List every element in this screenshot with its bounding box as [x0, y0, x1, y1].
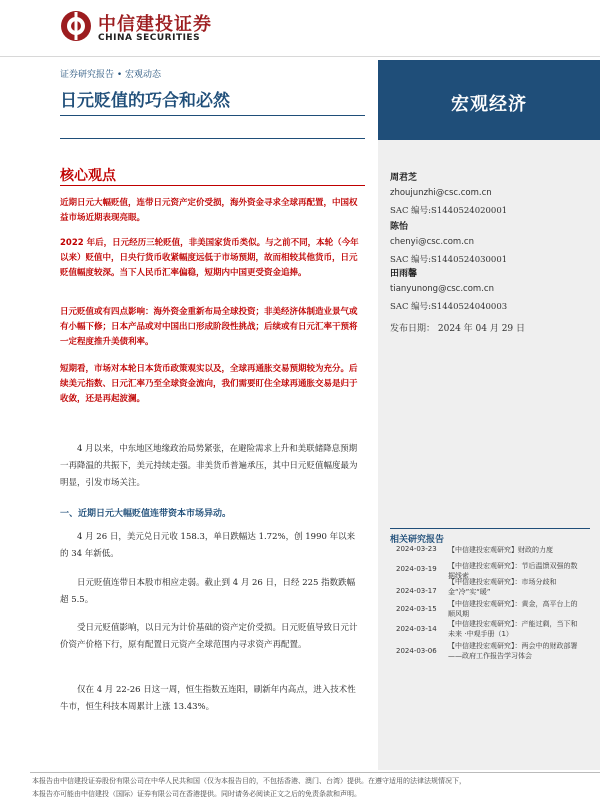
intro-paragraph: 4 月以来，中东地区地缘政治局势紧张，在避险需求上升和美联储降息预期一再降温的共振下，美元持续走强。非美货币普遍承压，其中日元贬值幅度最为明显，引发市场关注。	[60, 444, 358, 488]
analyst-email[interactable]: chenyi@csc.com.cn	[390, 237, 474, 247]
publish-date	[390, 321, 525, 334]
related-report-date: 2024-03-15	[396, 605, 437, 613]
header-divider	[0, 56, 600, 57]
analyst-1	[390, 170, 507, 216]
related-report-date: 2024-03-19	[396, 565, 437, 573]
analyst-name: 周君芝	[390, 173, 418, 183]
report-title: 日元贬值的巧合和必然	[60, 91, 230, 111]
analyst-email[interactable]: zhoujunzhi@csc.com.cn	[390, 188, 492, 198]
related-report-title: 【中信建投宏观研究】：两会中的财政部署——政府工作报告学习体会	[448, 642, 578, 660]
related-report-title: 【中信建投宏观研究】财政的力度	[448, 546, 553, 554]
analyst-sac: SAC 编号:S1440524030001	[390, 255, 508, 265]
related-report-date: 2024-03-14	[396, 625, 437, 633]
analyst-3	[390, 266, 507, 312]
related-report-title: 【中信建投宏观研究】：黄金，高平台上的顺风期	[448, 600, 578, 618]
related-report-date: 2024-03-06	[396, 647, 437, 655]
core-view-paragraph: 日元贬值或有四点影响：海外资金重新布局全球投资；非美经济体制造业景气或有小幅下修；日本产品或对中国出口形成阶段性挑战；后续或有日元汇率干预将一定程度推升美债利率。	[60, 307, 358, 347]
footer-divider	[30, 772, 600, 773]
related-report-title: 【中信建投宏观研究】：节后温馈双强的数据线索	[448, 562, 578, 580]
related-report-date: 2024-03-17	[396, 587, 437, 595]
core-view-heading: 核心观点	[60, 168, 116, 184]
analyst-name: 田雨馨	[390, 269, 418, 279]
analyst-email[interactable]: tianyunong@csc.com.cn	[390, 284, 494, 294]
section-banner-label: 宏观经济	[451, 94, 527, 115]
related-divider	[390, 528, 590, 529]
footer-disclaimer-line-1: 本报告由中信建投证券股份有限公司在中华人民共和国（仅为本报告目的，不包括香港、澳门、台湾）提供。在遵守适用的法律法规情况下，	[32, 777, 466, 785]
logo-mark-icon	[60, 10, 92, 42]
related-report-title: 【中信建投宏观研究】：市场分歧和金“冷”实“暖”	[448, 578, 557, 596]
publish-date-label: 发布日期：	[390, 324, 436, 334]
body-paragraph: 4 月 26 日，美元兑日元收 158.3，单日跌幅达 1.72%，创 1990 年以来的 34 年新低。	[60, 532, 356, 559]
section-1-heading: 一、近期日元大幅贬值连带资本市场异动。	[60, 509, 232, 519]
company-logo	[60, 8, 220, 52]
core-view-paragraph: 近期日元大幅贬值，连带日元资产定价受损，海外资金寻求全球再配置，中国权益市场近期表现亮眼。	[60, 198, 358, 223]
analyst-sac: SAC 编号:S1440524040003	[390, 302, 508, 312]
section-banner	[378, 60, 600, 140]
analyst-name: 陈怡	[390, 222, 409, 232]
title-divider-top	[60, 115, 365, 116]
body-paragraph: 日元贬值连带日本股市相应走弱。截止到 4 月 26 日，日经 225 指数跌幅超 5.5。	[60, 578, 356, 605]
analyst-sac: SAC 编号:S1440524020001	[390, 206, 508, 216]
logo-name-cn: 中信建投证券	[98, 14, 212, 35]
body-paragraph: 仅在 4 月 22-26 日这一周，恒生指数五连阳，刷新年内高点，进入技术性牛市，恒生科技本周累计上涨 13.43%。	[60, 685, 356, 712]
core-view-paragraph: 2022 年后，日元经历三轮贬值，非美国家货币类似。与之前不同，本轮（今年以来）贬值中，日央行货币收紧幅度远低于市场预期，故而相较其他货币，日元贬值幅度较深。当下人民币汇率偏稳，短期内中国更受资金追捧。	[60, 238, 359, 278]
related-reports-heading: 相关研究报告	[390, 535, 445, 545]
report-category: 证券研究报告 • 宏观动态	[60, 70, 162, 80]
publish-date-value: 2024 年 04 月 29 日	[437, 324, 526, 334]
title-divider-bottom	[60, 138, 365, 139]
related-report-date: 2024-03-23	[396, 545, 437, 553]
core-view-divider	[60, 185, 365, 186]
body-paragraph: 受日元贬值影响，以日元为计价基础的资产定价受损。日元贬值导致日元计价资产价格下行，原有配置日元资产全球范围内寻求资产再配置。	[60, 623, 358, 650]
sidebar	[378, 140, 600, 770]
related-report-title: 【中信建投宏观研究】：产能过剩，当下和未来 ·中观手册（1）	[448, 620, 578, 638]
analyst-2	[390, 219, 507, 265]
logo-name-en: CHINA SECURITIES	[98, 33, 201, 43]
footer-disclaimer-line-2: 本报告亦可能由中信建投（国际）证券有限公司在香港提供。同时请务必阅读正文之后的免责条款和声明。	[32, 790, 361, 798]
core-view-paragraph: 短期看，市场对本轮日本货币政策观实以及，全球再通胀交易预期较为充分。后续美元指数、日元汇率乃至全球资金流向，我们需要盯住全球再通胀交易是归于收敛，还是再起波澜。	[60, 364, 358, 404]
